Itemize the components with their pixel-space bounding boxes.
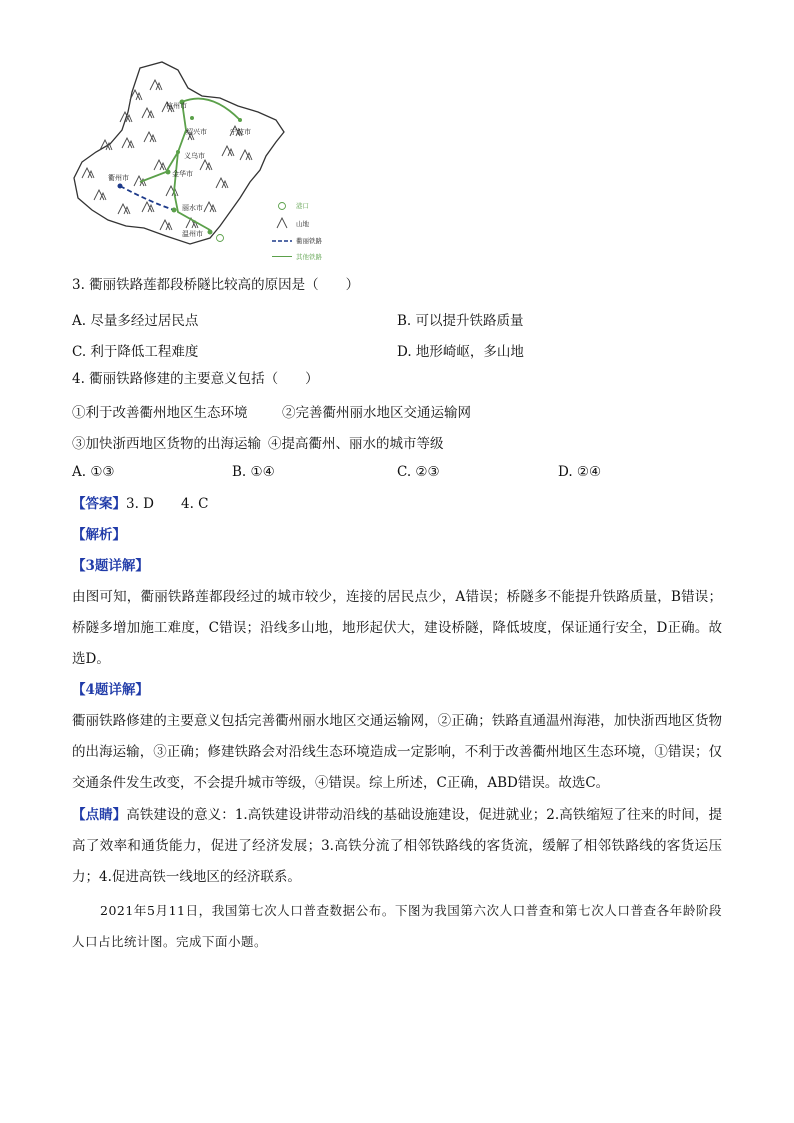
analysis-label: 【解析】 — [72, 527, 126, 543]
zhejiang-railway-map — [70, 60, 330, 250]
q4-statement-4: ④提高衢州、丽水的城市等级 — [268, 436, 444, 452]
map-svg — [70, 60, 330, 250]
city-label-lishui: 丽水市 — [182, 204, 203, 212]
q3-option-d[interactable]: D. 地形崎岖，多山地 — [397, 344, 524, 360]
q4-detail-title: 【4题详解】 — [72, 682, 149, 698]
answer-text: 3. D 4. C — [126, 496, 209, 512]
legend-mountain-icon — [277, 218, 287, 228]
q4-option-b[interactable]: B. ①④ — [232, 464, 275, 480]
city-label-shaoxing: 绍兴市 — [186, 128, 207, 136]
q3-option-a[interactable]: A. 尽量多经过居民点 — [72, 313, 199, 329]
legend-quli: 衢丽铁路 — [296, 237, 322, 245]
legend-port-icon — [279, 203, 286, 210]
q3-option-b[interactable]: B. 可以提升铁路质量 — [397, 313, 524, 329]
legend-mountain: 山地 — [296, 220, 309, 228]
city-label-quzhou: 衢州市 — [108, 174, 129, 182]
q4-option-a[interactable]: A. ①③ — [72, 464, 115, 480]
map-legend — [272, 201, 323, 245]
q4-option-d[interactable]: D. ②④ — [558, 464, 602, 480]
tip-text: 高铁建设的意义：1.高铁建设讲带动沿线的基础设施建设，促进就业；2.高铁缩短了往来的时间，提高了效率和通货能力，促进了经济发展；3.高铁分流了相邻铁路线的客货流，缓解了相邻铁路线的客货运压力；4.促进高铁一线地区的经济联系。 — [72, 807, 722, 885]
city-label-hangzhou: 杭州市 — [166, 102, 187, 110]
quzhou-dot — [118, 184, 123, 189]
city-label-ningbo: 宁波市 — [230, 128, 251, 136]
port-icon — [217, 235, 224, 242]
q4-detail-text: 衢丽铁路修建的主要意义包括完善衢州丽水地区交通运输网，②正确；铁路直通温州海港，加快浙西地区货物的出海运输，③正确；修建铁路会对沿线生态环境造成一定影响，不利于改善衢州地区生态环境，①错误；仅交通条件发生改变，不会提升城市等级，④错误。综上所述，C正确，ABD错误。故选C。 — [72, 713, 722, 791]
q4-statement-1: ①利于改善衢州地区生态环境 — [72, 405, 248, 421]
quli-railway — [120, 186, 174, 210]
legend-port: 港口 — [296, 202, 309, 210]
q3-detail-text: 由图可知，衢丽铁路莲都段经过的城市较少，连接的居民点少，A错误；桥隧多不能提升铁路质量，B错误；桥隧多增加施工难度，C错误；沿线多山地，地形起伏大，建设桥隧，降低坡度，保证通行安全，D正确。故选D。 — [72, 589, 722, 667]
q4-statement-3: ③加快浙西地区货物的出海运输 — [72, 436, 261, 452]
city-label-wenzhou: 温州市 — [182, 230, 203, 238]
city-label-yiwu: 义乌市 — [184, 152, 205, 160]
q4-statement-2: ②完善衢州丽水地区交通运输网 — [282, 405, 471, 421]
legend-other: 其他铁路 — [296, 253, 322, 261]
legend-other-line — [272, 256, 292, 257]
q3-stem: 3. 衢丽铁路莲都段桥隧比较高的原因是（ ） — [72, 277, 360, 293]
tip-block — [72, 800, 722, 893]
q4-option-c[interactable]: C. ②③ — [397, 464, 440, 480]
q3-detail-title: 【3题详解】 — [72, 558, 149, 574]
q4-stem: 4. 衢丽铁路修建的主要意义包括（ ） — [72, 371, 319, 387]
next-intro: 2021年5月11日，我国第七次人口普查数据公布。下图为我国第六次人口普查和第七次人口普查各年龄阶段人口占比统计图。完成下面小题。 — [72, 903, 722, 949]
answer-line — [72, 495, 209, 513]
legend-other-row — [272, 252, 332, 262]
q3-option-c[interactable]: C. 利于降低工程难度 — [72, 344, 199, 360]
city-label-jinhua: 金华市 — [172, 170, 193, 178]
answer-label: 【答案】 — [72, 496, 126, 512]
tip-label: 【点睛】 — [72, 807, 127, 823]
